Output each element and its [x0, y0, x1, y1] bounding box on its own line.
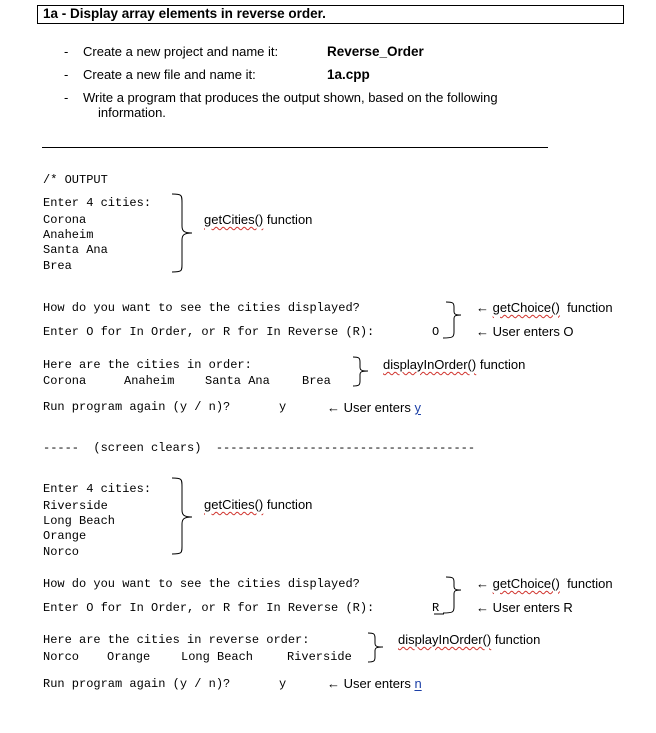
run1-display-fn-line	[383, 357, 525, 372]
run1-here-label: Here are the cities in order:	[43, 358, 252, 372]
output-header: /* OUTPUT	[43, 173, 108, 187]
run1-getchoice-label	[476, 300, 613, 315]
run1-display-1: Corona	[43, 374, 87, 388]
page-heading: 1a - Display array elements in reverse order.	[43, 6, 326, 21]
run1-user-enters-value: y	[414, 400, 421, 415]
run1-getcities-label	[204, 212, 312, 227]
run2-city-4: Norco	[43, 545, 80, 559]
run1-user-enters-choice-line	[476, 324, 574, 339]
run2-getcities-brace	[170, 477, 200, 557]
run2-user-enters-label: User enters	[343, 676, 411, 691]
run1-enter-choice: Enter O for In Order, or R for In Reverse (R):	[43, 325, 375, 339]
run2-arrow-1: ←	[476, 576, 489, 591]
run2-getchoice-brace	[440, 576, 470, 616]
run2-user-enters-choice-line	[476, 600, 573, 615]
run1-display-function-word: function	[479, 357, 526, 372]
run2-city-2: Long Beach	[43, 514, 116, 528]
run1-arrow-3: ←	[327, 400, 340, 415]
run2-getchoice-function-word: function	[567, 576, 613, 591]
run1-getchoice-fn: getChoice()	[492, 300, 560, 315]
run2-display-3: Long Beach	[181, 650, 254, 664]
run1-user-enters-line	[327, 400, 421, 415]
run1-user-enters-label: User enters	[343, 400, 411, 415]
run2-getchoice-label	[476, 576, 613, 591]
run2-user-enters-choice: User enters R	[492, 600, 573, 615]
run2-enter-choice: Enter O for In Order, or R for In Reverse (R):	[43, 601, 375, 615]
run2-here-label: Here are the cities in reverse order:	[43, 633, 310, 647]
run1-enter-prompt: Enter 4 cities:	[43, 196, 152, 210]
run2-user-enters-line	[327, 676, 422, 691]
run2-run-input: y	[279, 677, 287, 691]
instruction-3-cont: information.	[98, 105, 166, 120]
project-name: Reverse_Order	[327, 44, 424, 59]
run1-choice-input: O	[432, 325, 440, 339]
run1-city-4: Brea	[43, 259, 72, 273]
run1-arrow-1: ←	[476, 300, 489, 315]
run2-getchoice-fn: getChoice()	[492, 576, 560, 591]
run2-getcities-label	[204, 497, 312, 512]
run1-how-prompt: How do you want to see the cities displayed?	[43, 301, 360, 315]
run1-city-3: Santa Ana	[43, 243, 108, 257]
run1-getcities-brace	[170, 193, 200, 273]
run1-display-2: Anaheim	[124, 374, 175, 388]
run2-display-fn: displayInOrder()	[398, 632, 492, 647]
run2-display-fn-line	[398, 632, 540, 647]
bullet-3: -	[64, 90, 69, 105]
run2-display-1: Norco	[43, 650, 80, 664]
run1-run-again: Run program again (y / n)?	[43, 400, 231, 414]
instruction-1-text: Create a new project and name it:	[83, 44, 279, 59]
run2-enter-prompt: Enter 4 cities:	[43, 482, 152, 496]
file-name: 1a.cpp	[327, 67, 370, 82]
run1-user-enters-choice: User enters O	[492, 324, 574, 339]
instruction-2-text: Create a new file and name it:	[83, 67, 256, 82]
bullet-2: -	[64, 67, 69, 82]
run1-city-1: Corona	[43, 213, 87, 227]
run2-display-brace	[365, 632, 395, 666]
run1-display-brace	[350, 356, 380, 390]
run1-getcities-fn: getCities()	[204, 212, 264, 227]
divider-line	[42, 147, 548, 148]
run2-city-3: Orange	[43, 529, 87, 543]
run1-run-input: y	[279, 400, 287, 414]
run1-getcities-function-word: function	[266, 212, 313, 227]
run2-city-1: Riverside	[43, 499, 108, 513]
run2-display-2: Orange	[107, 650, 151, 664]
instruction-3-text: Write a program that produces the output shown, based on the following	[83, 90, 498, 105]
run2-arrow-2: ←	[476, 600, 489, 615]
run1-display-fn: displayInOrder()	[383, 357, 477, 372]
run2-run-again: Run program again (y / n)?	[43, 677, 231, 691]
run1-display-4: Brea	[302, 374, 331, 388]
run1-getchoice-brace	[440, 301, 470, 341]
run1-city-2: Anaheim	[43, 228, 94, 242]
run1-display-3: Santa Ana	[205, 374, 270, 388]
screen-clears-divider: ----- (screen clears) ------------------------------------	[43, 441, 476, 455]
run2-display-function-word: function	[494, 632, 541, 647]
run2-arrow-3: ←	[327, 676, 340, 691]
run2-getcities-function-word: function	[266, 497, 313, 512]
run1-arrow-2: ←	[476, 324, 489, 339]
run2-user-enters-value: n	[414, 676, 422, 691]
run2-choice-input: R	[432, 601, 440, 615]
bullet-1: -	[64, 44, 69, 59]
run2-how-prompt: How do you want to see the cities displayed?	[43, 577, 360, 591]
run2-display-4: Riverside	[287, 650, 352, 664]
run1-getchoice-function-word: function	[567, 300, 613, 315]
run2-getcities-fn: getCities()	[204, 497, 264, 512]
